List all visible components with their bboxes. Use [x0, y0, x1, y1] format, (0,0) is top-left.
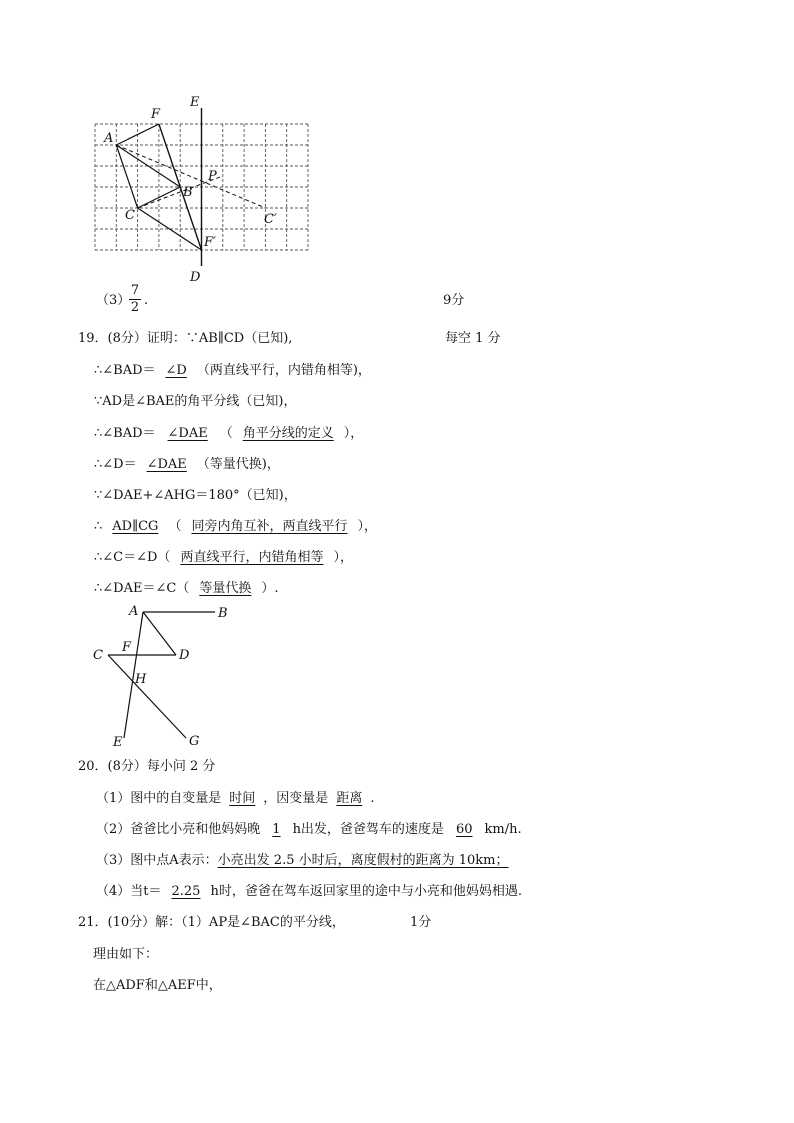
- step-text: ∴: [94, 519, 103, 534]
- step-text: ∴∠D＝: [94, 457, 137, 472]
- label-B: B: [218, 606, 228, 621]
- label-D: D: [179, 648, 190, 663]
- step-text: ），: [343, 426, 364, 441]
- label-C-prime: C′: [264, 212, 277, 227]
- answer-blank: 2.25: [171, 884, 201, 899]
- q21-header: 21．(10分）解：（1）AP是∠BAC的平分线，: [78, 915, 345, 930]
- step-text: ）.: [261, 581, 279, 596]
- step-text: ∴∠BAD＝: [94, 363, 156, 378]
- label-G: G: [189, 734, 200, 749]
- answer-blank: 同旁内角互补，两直线平行: [191, 519, 348, 534]
- label-E: E: [113, 735, 123, 750]
- q20-header: 20．(8分）每小问 2 分: [78, 759, 216, 774]
- q20-item-2: [96, 822, 522, 838]
- answer-blank: 角平分线的定义: [242, 426, 334, 441]
- label-E: E: [190, 95, 200, 110]
- answer-blank: 60: [455, 822, 473, 837]
- item-text: .: [370, 791, 375, 806]
- q21-line-2: 理由如下：: [93, 947, 159, 962]
- step-text: （等量代换)，: [196, 457, 280, 472]
- answer-blank: ∠DAE: [146, 457, 187, 472]
- label-C: C: [125, 208, 135, 223]
- q19-header: 19．(8分）证明：∵AB∥CD（已知),: [78, 331, 293, 346]
- label-A: A: [129, 604, 139, 619]
- step-text: ∴∠DAE＝∠C（: [94, 581, 190, 596]
- item-text: （1）图中的自变量是: [96, 791, 222, 806]
- q18-part3-suffix: .: [144, 293, 149, 308]
- q20-item-3: [96, 853, 509, 869]
- label-D: D: [190, 270, 201, 285]
- answer-blank: ∠D: [165, 363, 187, 378]
- fraction-numerator: 7: [130, 283, 140, 298]
- q19-score-note: 每空 1 分: [445, 331, 501, 346]
- label-F-prime: F′: [204, 235, 216, 250]
- q18-part3-score: 9分: [443, 293, 465, 308]
- step-text: （: [219, 426, 233, 441]
- fraction-denominator: 2: [130, 300, 140, 315]
- item-text: km/h.: [484, 822, 522, 837]
- q21-score: 1分: [410, 915, 432, 930]
- q19-step-5: ∵∠DAE+∠AHG＝180°（已知)，: [94, 488, 297, 503]
- item-text: h时，爸爸在驾车返回家里的途中与小亮和他妈妈相遇.: [210, 884, 522, 899]
- label-B: B: [183, 185, 193, 200]
- step-text: （: [168, 519, 182, 534]
- answer-blank: 等量代换: [199, 581, 252, 596]
- step-text: ），: [357, 519, 377, 534]
- answer-blank: 时间: [229, 791, 256, 806]
- step-text: （两直线平行，内错角相等)，: [196, 363, 371, 378]
- item-text: h出发，爸爸驾车的速度是: [292, 822, 444, 837]
- label-C: C: [93, 648, 103, 663]
- step-text: ∴∠BAD＝: [94, 426, 156, 441]
- answer-blank: 小亮出发 2.5 小时后，离度假村的距离为 10km；: [217, 853, 509, 868]
- answer-blank: AD∥CG: [112, 519, 159, 534]
- label-F: F: [122, 640, 132, 655]
- step-text: ），: [333, 550, 353, 565]
- answer-blank: ∠DAE: [167, 426, 208, 441]
- q20-item-1: [96, 791, 374, 807]
- q21-line-3: 在△ADF和△AEF中，: [93, 978, 222, 993]
- item-text: （2）爸爸比小亮和他妈妈晚: [96, 822, 261, 837]
- label-A: A: [104, 131, 114, 146]
- item-text: （3）图中点A表示：: [96, 853, 218, 868]
- answer-blank: 两直线平行，内错角相等: [180, 550, 324, 565]
- answer-blank: 1: [272, 822, 281, 837]
- label-P: P: [208, 169, 217, 184]
- item-text: （4）当t＝: [96, 884, 162, 899]
- q18-part3-prefix: （3）: [96, 293, 131, 308]
- figure-2-lines: [108, 612, 215, 738]
- item-text: ，因变量是: [263, 791, 329, 806]
- step-text: ∴∠C＝∠D（: [94, 550, 171, 565]
- answer-blank: 距离: [336, 791, 363, 806]
- label-F: F: [151, 107, 161, 122]
- q20-item-4: [96, 884, 522, 900]
- q19-step-2: ∵AD是∠BAE的角平分线（已知)，: [94, 394, 297, 409]
- label-H: H: [135, 672, 147, 687]
